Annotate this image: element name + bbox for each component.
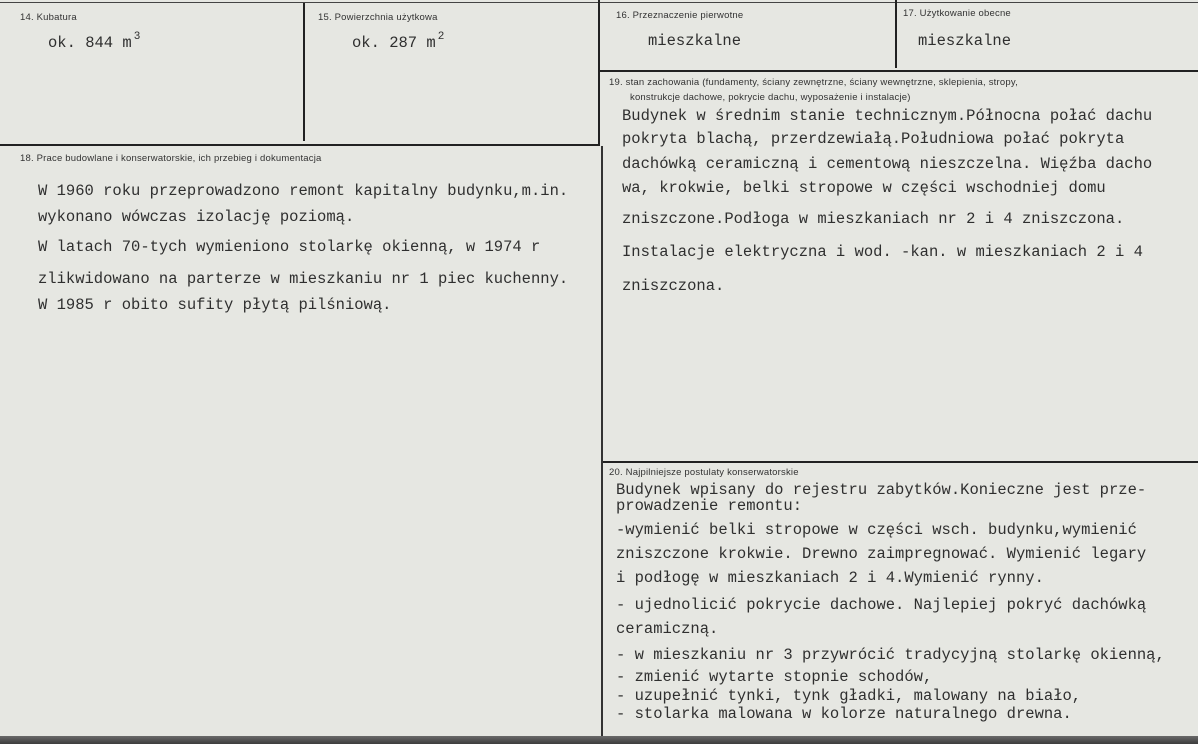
- field-18-label: 18. Prace budowlane i konserwatorskie, ich przebieg i dokumentacja: [20, 153, 322, 164]
- row-rule-16-17: [600, 70, 1198, 72]
- field-20-line: - ujednolicić pokrycie dachowe. Najlepiej pokryć dachówką: [616, 596, 1147, 614]
- row-rule-14-15: [0, 144, 600, 146]
- field-14-value: ok. 844 m $^3$: [48, 31, 141, 52]
- field-18-line: zlikwidowano na parterze w mieszkaniu nr 1 piec kuchenny.: [38, 270, 569, 288]
- field-20-line: ceramiczną.: [616, 620, 719, 638]
- field-16-label: 16. Przeznaczenie pierwotne: [616, 10, 744, 21]
- field-18-line: wykonano wówczas izolację poziomą.: [38, 208, 355, 226]
- field-18-line: W 1985 r obito sufity płytą pilśniową.: [38, 296, 392, 314]
- row-rule-19-20: [603, 461, 1198, 463]
- field-20-line: zniszczone krokwie. Drewno zaimpregnować. Wymienić legary: [616, 545, 1147, 563]
- field-19-line: dachówką ceramiczną i cementową nieszczelna. Więźba dacho: [622, 155, 1153, 173]
- field-19-line: Budynek w średnim stanie technicznym.Północna połać dachu: [622, 107, 1153, 125]
- field-19-line: Instalacje elektryczna i wod. -kan. w mieszkaniach 2 i 4: [622, 243, 1143, 261]
- divider-left-right: [601, 146, 603, 736]
- divider-15-16: [598, 0, 600, 146]
- field-16-value: mieszkalne: [648, 32, 742, 50]
- divider-16-17: [895, 0, 897, 68]
- field-18-line: W latach 70-tych wymieniono stolarkę okienną, w 1974 r: [38, 238, 541, 256]
- field-20-label: 20. Najpilniejsze postulaty konserwatorskie: [609, 467, 799, 478]
- card-bottom-edge: [0, 736, 1198, 744]
- field-20-line: - zmienić wytarte stopnie schodów,: [616, 668, 933, 686]
- field-14-label: 14. Kubatura: [20, 12, 77, 23]
- field-20-line: - w mieszkaniu nr 3 przywrócić tradycyjną stolarkę okienną,: [616, 646, 1165, 664]
- field-20-line: prowadzenie remontu:: [616, 497, 803, 515]
- field-15-label: 15. Powierzchnia użytkowa: [318, 12, 438, 23]
- field-15-value: ok. 287 m $^2$: [352, 31, 445, 52]
- field-19-label-line2: konstrukcje dachowe, pokrycie dachu, wyposażenie i instalacje): [630, 92, 911, 103]
- field-20-line: - uzupełnić tynki, tynk gładki, malowany na biało,: [616, 687, 1082, 705]
- field-20-line: Budynek wpisany do rejestru zabytków.Konieczne jest prze-: [616, 481, 1147, 499]
- field-17-label: 17. Użytkowanie obecne: [903, 8, 1011, 19]
- field-19-line: pokryta blachą, przerdzewiałą.Południowa połać pokryta: [622, 130, 1125, 148]
- field-19-line: wa, krokwie, belki stropowe w części wschodniej domu: [622, 179, 1106, 197]
- field-17-value: mieszkalne: [918, 32, 1012, 50]
- divider-14-15: [303, 3, 305, 141]
- field-20-line: -wymienić belki stropowe w części wsch. budynku,wymienić: [616, 521, 1137, 539]
- field-19-line: zniszczone.Podłoga w mieszkaniach nr 2 i 4 zniszczona.: [622, 210, 1125, 228]
- field-19-label-line1: 19. stan zachowania (fundamenty, ściany zewnętrzne, ściany wewnętrzne, sklepienia, stropy,: [609, 77, 1018, 88]
- field-20-line: - stolarka malowana w kolorze naturalnego drewna.: [616, 705, 1072, 723]
- field-19-line: zniszczona.: [622, 277, 725, 295]
- field-20-line: i podłogę w mieszkaniach 2 i 4.Wymienić rynny.: [616, 569, 1044, 587]
- field-18-line: W 1960 roku przeprowadzono remont kapitalny budynku,m.in.: [38, 182, 569, 200]
